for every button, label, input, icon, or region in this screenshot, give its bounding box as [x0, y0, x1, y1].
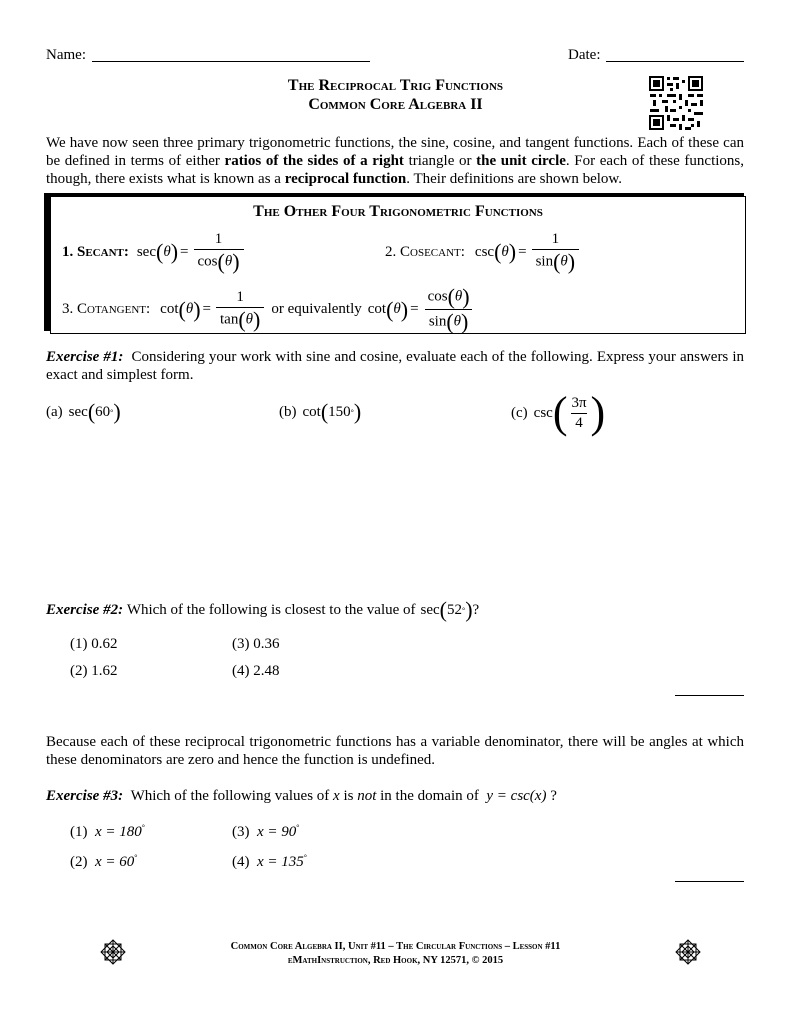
exercise-3-choice-2[interactable]: (2) x = 60° [70, 853, 138, 870]
exercise-2-prompt: Exercise #2: Which of the following is closest to the value of sec ( 52 ° ) ? [46, 597, 480, 622]
footer-line-1: Common Core Algebra II, Unit #11 – The Circular Functions – Lesson #11 [230, 941, 561, 952]
date-field[interactable] [606, 60, 744, 62]
exercise-2-answer-line[interactable] [675, 694, 744, 696]
definitions-title: The Other Four Trigonometric Functions [253, 203, 543, 220]
date-label: Date: [568, 47, 601, 63]
footer-line-2: eMathInstruction, Red Hook, NY 12571, © 2015 [287, 955, 504, 966]
qr-code-icon [648, 75, 704, 131]
cosecant-definition: 2. Cosecant: csc ( θ ) = $\frac{1}{\sin(\theta)}$ [385, 231, 582, 273]
exercise-2-choice-3[interactable]: (3) 0.36 [232, 636, 280, 652]
exercise-1a: (a) sec ( 60 ° ) [46, 399, 121, 424]
page-title: The Reciprocal Trig Functions [287, 77, 504, 94]
exercise-3-choice-1[interactable]: (1) x = 180° [70, 823, 145, 840]
exercise-1c: (c) csc ( $\frac{3\pi}{4}$ ) [511, 388, 606, 437]
name-field[interactable] [92, 60, 370, 62]
exercise-1b: (b) cot ( 150 ° ) [279, 399, 362, 424]
exercise-1-prompt: Exercise #1: Considering your work with sine and cosine, evaluate each of the following. Express your answers in exact and simplest form. [46, 349, 745, 383]
exercise-2-choice-4[interactable]: (4) 2.48 [232, 663, 280, 679]
exercise-3-answer-line[interactable] [675, 880, 744, 882]
cotangent-definition: 3. Cotangent: cot ( θ ) = $\frac{1}{\tan(\theta)}$ or equivalently cot ( θ ) = $\frac{\cos(\theta)}{\sin(\theta)}$ [62, 286, 477, 333]
intro-paragraph: We have now seen three primary trigonometric functions, the sine, cosine, and tangent functions. Each of these can be defined in terms of either ratios of the sides of a right triangle or the unit circle. For each of these functions, though, there exists what is known as a reciprocal function. Their definitions are shown below. [46, 135, 744, 187]
exercise-2-choice-1[interactable]: (1) 0.62 [70, 636, 118, 652]
name-label: Name: [46, 47, 86, 63]
undefined-paragraph: Because each of these reciprocal trigonometric functions has a variable denominator, there will be angles at which these denominators are zero and hence the function is undefined. [46, 734, 744, 768]
exercise-3-choice-4[interactable]: (4) x = 135° [232, 853, 307, 870]
exercise-3-prompt: Exercise #3: Which of the following values of x is not in the domain of y = csc(x) ? [46, 788, 557, 804]
exercise-3-choice-3[interactable]: (3) x = 90° [232, 823, 300, 840]
page-subtitle: Common Core Algebra II [308, 96, 483, 113]
secant-definition: 1. Secant: sec ( θ ) = $\frac{1}{\cos(\theta)}$ [62, 231, 247, 273]
exercise-2-choice-2[interactable]: (2) 1.62 [70, 663, 118, 679]
